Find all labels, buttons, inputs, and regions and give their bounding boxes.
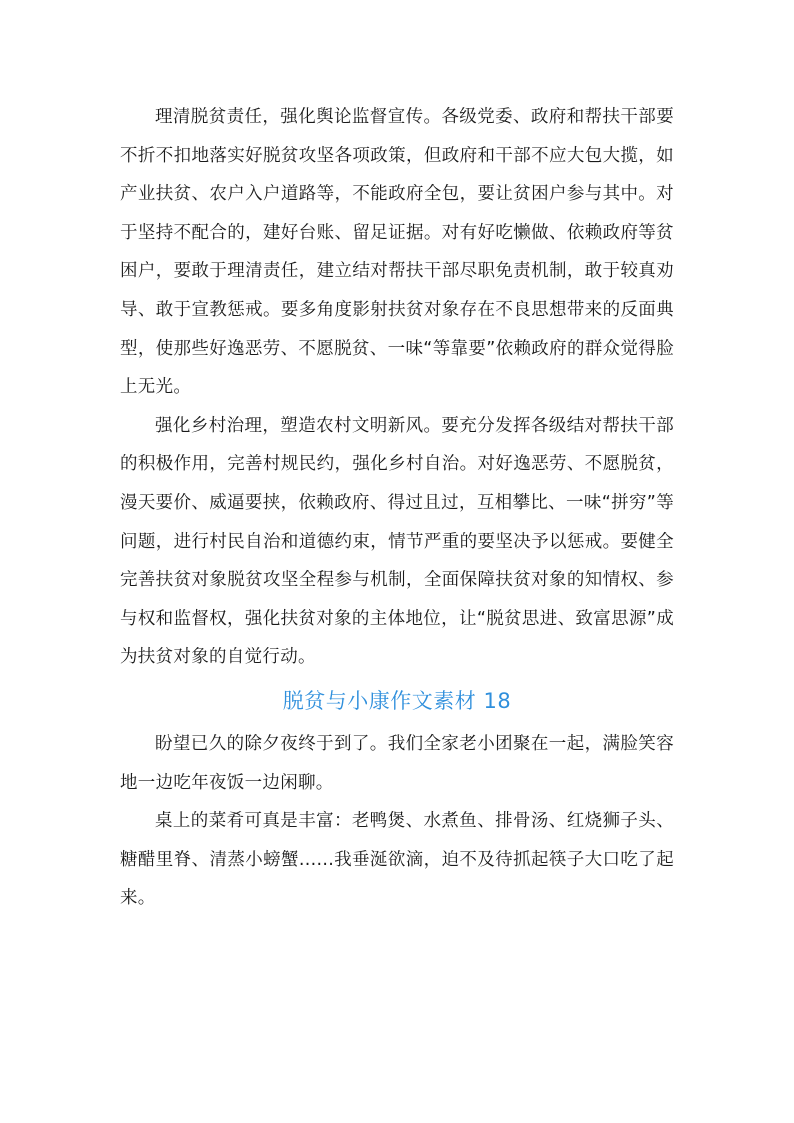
paragraph-dinner-table: 桌上的菜肴可真是丰富：老鸭煲、水煮鱼、排骨汤、红烧狮子头、糖醋里脊、清蒸小螃蟹......我垂涎欲滴，迫不及待抓起筷子大口吃了起来。 [120, 811, 674, 909]
document-page [120, 98, 674, 918]
section-heading: 脱贫与小康作文素材 18 [282, 688, 512, 713]
paragraph-new-year-eve: 盼望已久的除夕夜终于到了。我们全家老小团聚在一起，满脸笑容地一边吃年夜饭一边闲聊。 [120, 733, 674, 793]
paragraph-rural-governance: 强化乡村治理，塑造农村文明新风。要充分发挥各级结对帮扶干部的积极作用，完善村规民约，强化乡村自治。对好逸恶劳、不愿脱贫，漫天要价、威逼要挟，依赖政府、得过且过，互相攀比、一味“拼穷”等问题，进行村民自治和道德约束，情节严重的要坚决予以惩戒。要健全完善扶贫对象脱贫攻坚全程参与机制，全面保障扶贫对象的知情权、参与权和监督权，强化扶贫对象的主体地位，让“脱贫思进、致富思源”成为扶贫对象的自觉行动。 [120, 415, 674, 668]
paragraph-clarify-responsibility: 理清脱贫责任，强化舆论监督宣传。各级党委、政府和帮扶干部要不折不扣地落实好脱贫攻坚各项政策，但政府和干部不应大包大揽，如产业扶贫、农户入户道路等，不能政府全包，要让贫困户参与其中。对于坚持不配合的，建好台账、留足证据。对有好吃懒做、依赖政府等贫困户，要敢于理清责任，建立结对帮扶干部尽职免责机制，敢于较真劝导、敢于宣教惩戒。要多角度影射扶贫对象存在不良思想带来的反面典型，使那些好逸恶劳、不愿脱贫、一味“等靠要”依赖政府的群众觉得脸上无光。 [120, 107, 674, 398]
